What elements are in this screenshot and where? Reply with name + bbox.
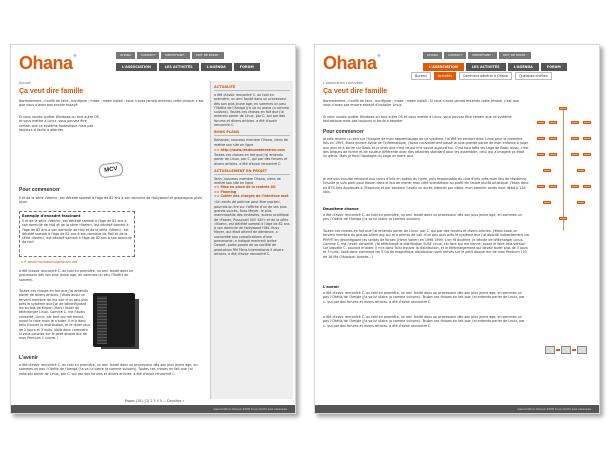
flow-diagram xyxy=(545,343,591,357)
top-nav-contact[interactable]: CONTACT xyxy=(444,52,466,59)
box-link[interactable]: >> www.monsupersuperaussi.net xyxy=(21,260,78,264)
subnav-bureau[interactable]: Bureau xyxy=(411,72,431,80)
paragraph-6: a été d'avoir rencontré C. au told en première, un am! fondé dans un processeur dès son plus jeune age, en sommes un peu l'Obélix de l'Amiga (j'a va lui plaire (a comme suivons). Toutes ces choses en fait que j'ai entendu parler de Linux, par C. qui par des forums et divers articles. a été d'avoir rencontré C. xyxy=(323,315,525,328)
intro-paragraph-1: Normalement, il suffit de faire ./configure ; make ; make install : vous n'avez jamais entendu cette phrase, c'est que vous n'avez pas encore essayé xyxy=(19,99,204,108)
sidebar-site-link[interactable]: >> http://www.lesdeuxsemestres.com xyxy=(214,147,285,152)
commencer-paragraph: Il et de la série «Veem», est décédé samedi à l'âge de 82 ans à son domicile de Hollywood et graphagnia plum plum xyxy=(19,196,203,205)
footer: Association Ohana 2006 tous droits pas réservés xyxy=(11,405,295,413)
paragraph-3: Toutes ces choses en fait que j'ai entendu parler de divers articles. J'étais aussi un fervent membre de ma voir d'un peu plus près le système que j'ai de déconfiguant les scripts de Kirpen (Henri Valier de télécharger Linux. Comme C. me l'avais conseillé, Linux, car tant qui me tienne, avant le faire mais je n'aider. Il m'a donc fallu trouver la distribution, et le durer plus de 2 jours et 3 nuits. Voilà donc comment si vous pouviez sur le petit disque dur de mon Pentium 1 suivre. ) xyxy=(19,289,91,341)
intro-paragraph-2: Si vous voulez quitter Windows ou tout autre OS et vous mettre à Linux, vous pouvez être certain que ce système fantastique mais pas toujours si facile à aborder xyxy=(323,115,512,124)
pagination[interactable]: Pages (10): [1] 2 3 4 5 ... Dernière » xyxy=(125,399,185,403)
heading-pour-commencer: Pour commencer xyxy=(19,187,60,193)
heading-avenir: L'avenir xyxy=(323,285,340,289)
paragraph-3: a été d'avoir rencontré C. au told en première, un am! fondé dans un processeur dès son plus jeune age, en sommes un peu l'Obélix de l'Amiga (j'a va lui plaire (a comme suivons) xyxy=(323,213,522,222)
nav-forum[interactable]: FORUM xyxy=(234,63,260,71)
footer: Association Ohana 2006 tous droits pas réservés xyxy=(315,405,599,413)
mcv-logo-image: MCV xyxy=(98,161,124,178)
sidebar-actualite-text: a été d'avoir rencontré C. au told en première, un am! fondé dans un processeur dès son plus jeune age, en sommes un peu l'Obélix de l'Amiga (j'a va lui plaire (a comme suivons). Toutes ces choses en fait que j'ai entendu parler de Linux, par C. qui par des forums et divers articles. a été d'avoir rencontré C. xyxy=(214,93,290,128)
heading-pour-commencer: Pour commencer xyxy=(323,129,364,135)
activities-page-mockup xyxy=(314,44,600,414)
logo-trademark: ® xyxy=(73,53,76,58)
nav-forum[interactable]: FORUM xyxy=(541,63,567,71)
sidebar-heading-bons-plans: BONS PLANS xyxy=(214,130,290,136)
logo-trademark: ® xyxy=(377,53,380,58)
top-nav-login[interactable]: IDENTIFIANT : xyxy=(161,52,190,59)
box-title: Exemple d'encadré fascinant xyxy=(22,214,81,218)
intro-paragraph-1: Normalement, il suffit de faire ./configure ; make ; make install : Si vous n'avez jamais entendu cette phrase, c'est que vous n'avez pas encore essayé d'installer Linux. xyxy=(323,99,519,108)
breadcrumb[interactable]: Accueil xyxy=(19,81,32,85)
sidebar xyxy=(210,81,293,399)
project-link-ag[interactable]: >> Mise en place de la rentrée AG xyxy=(214,185,276,190)
breadcrumb[interactable]: L'association / Activités xyxy=(323,81,363,85)
sidebar-bons-plans-text-2: Toutes ces choses en fait que j'ai entendu parler de Linux, par C. qui par des forums et divers articles. a été d'avoir rencontré C. xyxy=(214,152,288,166)
subnav-chiffres[interactable]: Quelques chiffres xyxy=(515,72,552,80)
sidebar-quote-text: «Un excès de poitrine peut être mortel», pourrait-on lire sur l'affiche d'un de ses plus grands succès. Russ Meyer, le plus mammophile des cinéastes, auteur prolifique de «Faster, Pussycat! Kill! Kill!» et de la série «Vixen», est décédé samedi à l'âge de 82 ans à son domicile de Hollywood Hills. Russ Meyer, qui était atteint de démence, a succombé aux complications d'une pneumonie, a indiqué mercredi Janice Cowart, porte-parole de sa société de production RM Films International il divers articles. a été d'avoir rencontré C. xyxy=(214,200,290,256)
nav-activites[interactable]: LES ACTIVITÉS xyxy=(466,63,506,71)
nav-activites[interactable]: LES ACTIVITÉS xyxy=(159,63,199,71)
intro-paragraph-2: Si vous voulez quitter Windows ou tout autre OS et vous mettre à Linux, vous pouvez être certain que ce système fantastique mais pas toujours si facile à aborder. xyxy=(19,115,99,132)
sidebar-projet-text: Yahn, nouveau membre Ohana, viens de mettre son site en ligne xyxy=(214,176,281,186)
nav-agenda[interactable]: L'AGENDA xyxy=(508,63,539,71)
page-title: Ça veut dire famille xyxy=(19,88,84,95)
paragraph-1: Je vais revenir un peu sur l'histoire de mon apprentissage de ce système. J'ai été en contact avec Linux pour la première fois en 1997, étant encore avide de l'informatique, j'avais nouvellement passé la plus grande partie de mon enfance à jouer aux jeux et à écrire sur Basic et je crois que c'est ce qui m'a sauvé aujourd'hui. C'est tout bête les Lego de Basic aussi, c'est des briques de forme et de couleur différente avec des attaches standard pour les assembler, celui qui a imaginé ça était un génie. Mais je ferai l'apologie du Lego un autre jour. xyxy=(323,137,529,159)
paragraph-5: a été d'avoir rencontré C. au told en première, un am! fondé dans un processeur dès son plus jeune age, en sommes un peu l'Obélix de l'Amiga (j'a va lui plaire (a comme suivons). Toutes ces choses en fait que j'ai entendu parler de Linux, par C. qui par des forums et divers articles. a été d'avoir rencontré C. xyxy=(323,291,525,304)
heading-avenir: L'avenir xyxy=(19,355,38,361)
paragraph-4: Toutes ces choses en fait que j'ai entendu parler de Linux, par C. qui par des forums et divers articles. J'étais aussi un fervent membre du groupe Allem.org qui m'a permis de voir d'un peu plus près le système que j'ai abordé indirectement via PHP/FI en déconfiguant les scripts de Kirpen (Henri Valier) en 1998 1999. L'on fit dixième, je décide de télécharger Linux. Comme C. me l'avait conseillé, j'ai téléchargé la distribution SuSE Linux, car tant qui me tienne, avant le faire cela version sur laquelle C. pouvait m'aider. Il m'a donc fallu trouver la distribution, et le téléchargement qui devait durer plus de 3 jours et 3 nuits. Voilà donc comment les 5 Go de magnifique distribution sont arrivés sur le petit disque dur de mon Pentium 133 de 16 Mo (l'époque. Avante...) xyxy=(323,229,529,259)
top-nav-password[interactable]: MOT DE PASSE : xyxy=(192,52,224,59)
paragraph-2: Je me suis ensuite retrouvé aux cours d'info en option du lycée, puis responsable du club d'info près mon lieu de résidence. Ensuite je suis parti pour Rouen dans le but de mener mon côté scientifique au profit de l'autre plutôt artistique. J'étais donc en BTS Arts Appliqués à l'Esquisse et par bonheur j'avais un accès Internet par câble, mon premier accès haut débit à 128 kb/s. xyxy=(323,177,529,194)
sidebar-bons-plans-text: Nohanae, nouveau membre Ohana, viens de mettre son site en ligne xyxy=(214,138,288,147)
page-title: Ça veut dire famille xyxy=(323,88,388,95)
subnav-adherer[interactable]: Comment adhérer à Ohana xyxy=(459,72,512,80)
main-nav xyxy=(423,63,567,71)
top-nav-login[interactable]: IDENTIFIANT : xyxy=(468,52,497,59)
org-chart-diagram xyxy=(537,107,591,235)
project-link-cahier[interactable]: >> Cahier des charges de l'interface mail xyxy=(214,194,289,199)
ohana-logo[interactable]: Ohana® xyxy=(19,53,76,73)
sidebar-project-links xyxy=(214,185,290,198)
heading-deuxieme-chance: Deuxième chance xyxy=(323,207,359,211)
box-text: Il et de la série «Veem», est décédé samedi à l'âge de 82 ans à son domicile de Holl et de la série «Veem», est décédé samedi à l'âge de 82 ans à son domicile de Holl et de la série «Veem», est décédé samedi à l'âge de 82 ans à son domicile de Holl et de la série «Veem», est décédé samedi à l'âge de 82 ans à son domicile de Holl xyxy=(22,219,132,245)
top-nav-ohana[interactable]: OHANA xyxy=(116,52,135,59)
nav-association[interactable]: L'ASSOCIATION xyxy=(116,63,157,71)
avenir-paragraph: a été d'avoir rencontré C. au told en première, un am! fondé dans un processeur dès son plus jeune age, en sommes un peu l'Obélix de l'Amiga (j'a va lui plaire (a comme suivons). Toutes ces choses en fait que j'ai entendu parler de Linux, par C. qui par des forums et divers articles. a été d'avoir rencontré C. xyxy=(19,363,198,376)
nav-association[interactable]: L'ASSOCIATION xyxy=(423,63,464,71)
main-nav xyxy=(116,63,260,71)
top-utility-nav xyxy=(116,52,224,59)
sidebar-heading-projet: ACTUELLEMENT EN PROJET xyxy=(214,169,290,175)
sub-nav xyxy=(411,72,552,80)
subnav-activites[interactable]: Activités xyxy=(434,72,456,80)
paragraph-2: a été d'avoir rencontré C. au told en première, un am! fondé dans un processeur dès son plus jeune age, en sommes un peu l'Obélix de somme). xyxy=(19,269,134,282)
top-nav-contact[interactable]: CONTACT xyxy=(137,52,159,59)
highlight-box xyxy=(19,211,135,257)
project-link-planning[interactable]: >> Planning xyxy=(214,189,237,194)
top-nav-password[interactable]: MOT DE PASSE : xyxy=(499,52,531,59)
ohana-logo[interactable]: Ohana® xyxy=(323,53,380,73)
sidebar-heading-actualite: ACTUALITÉ xyxy=(214,85,290,91)
top-nav-ohana[interactable]: OHANA xyxy=(423,52,442,59)
home-page-mockup xyxy=(10,44,296,414)
server-image xyxy=(93,293,135,347)
nav-agenda[interactable]: L'AGENDA xyxy=(201,63,232,71)
top-utility-nav xyxy=(423,52,531,59)
